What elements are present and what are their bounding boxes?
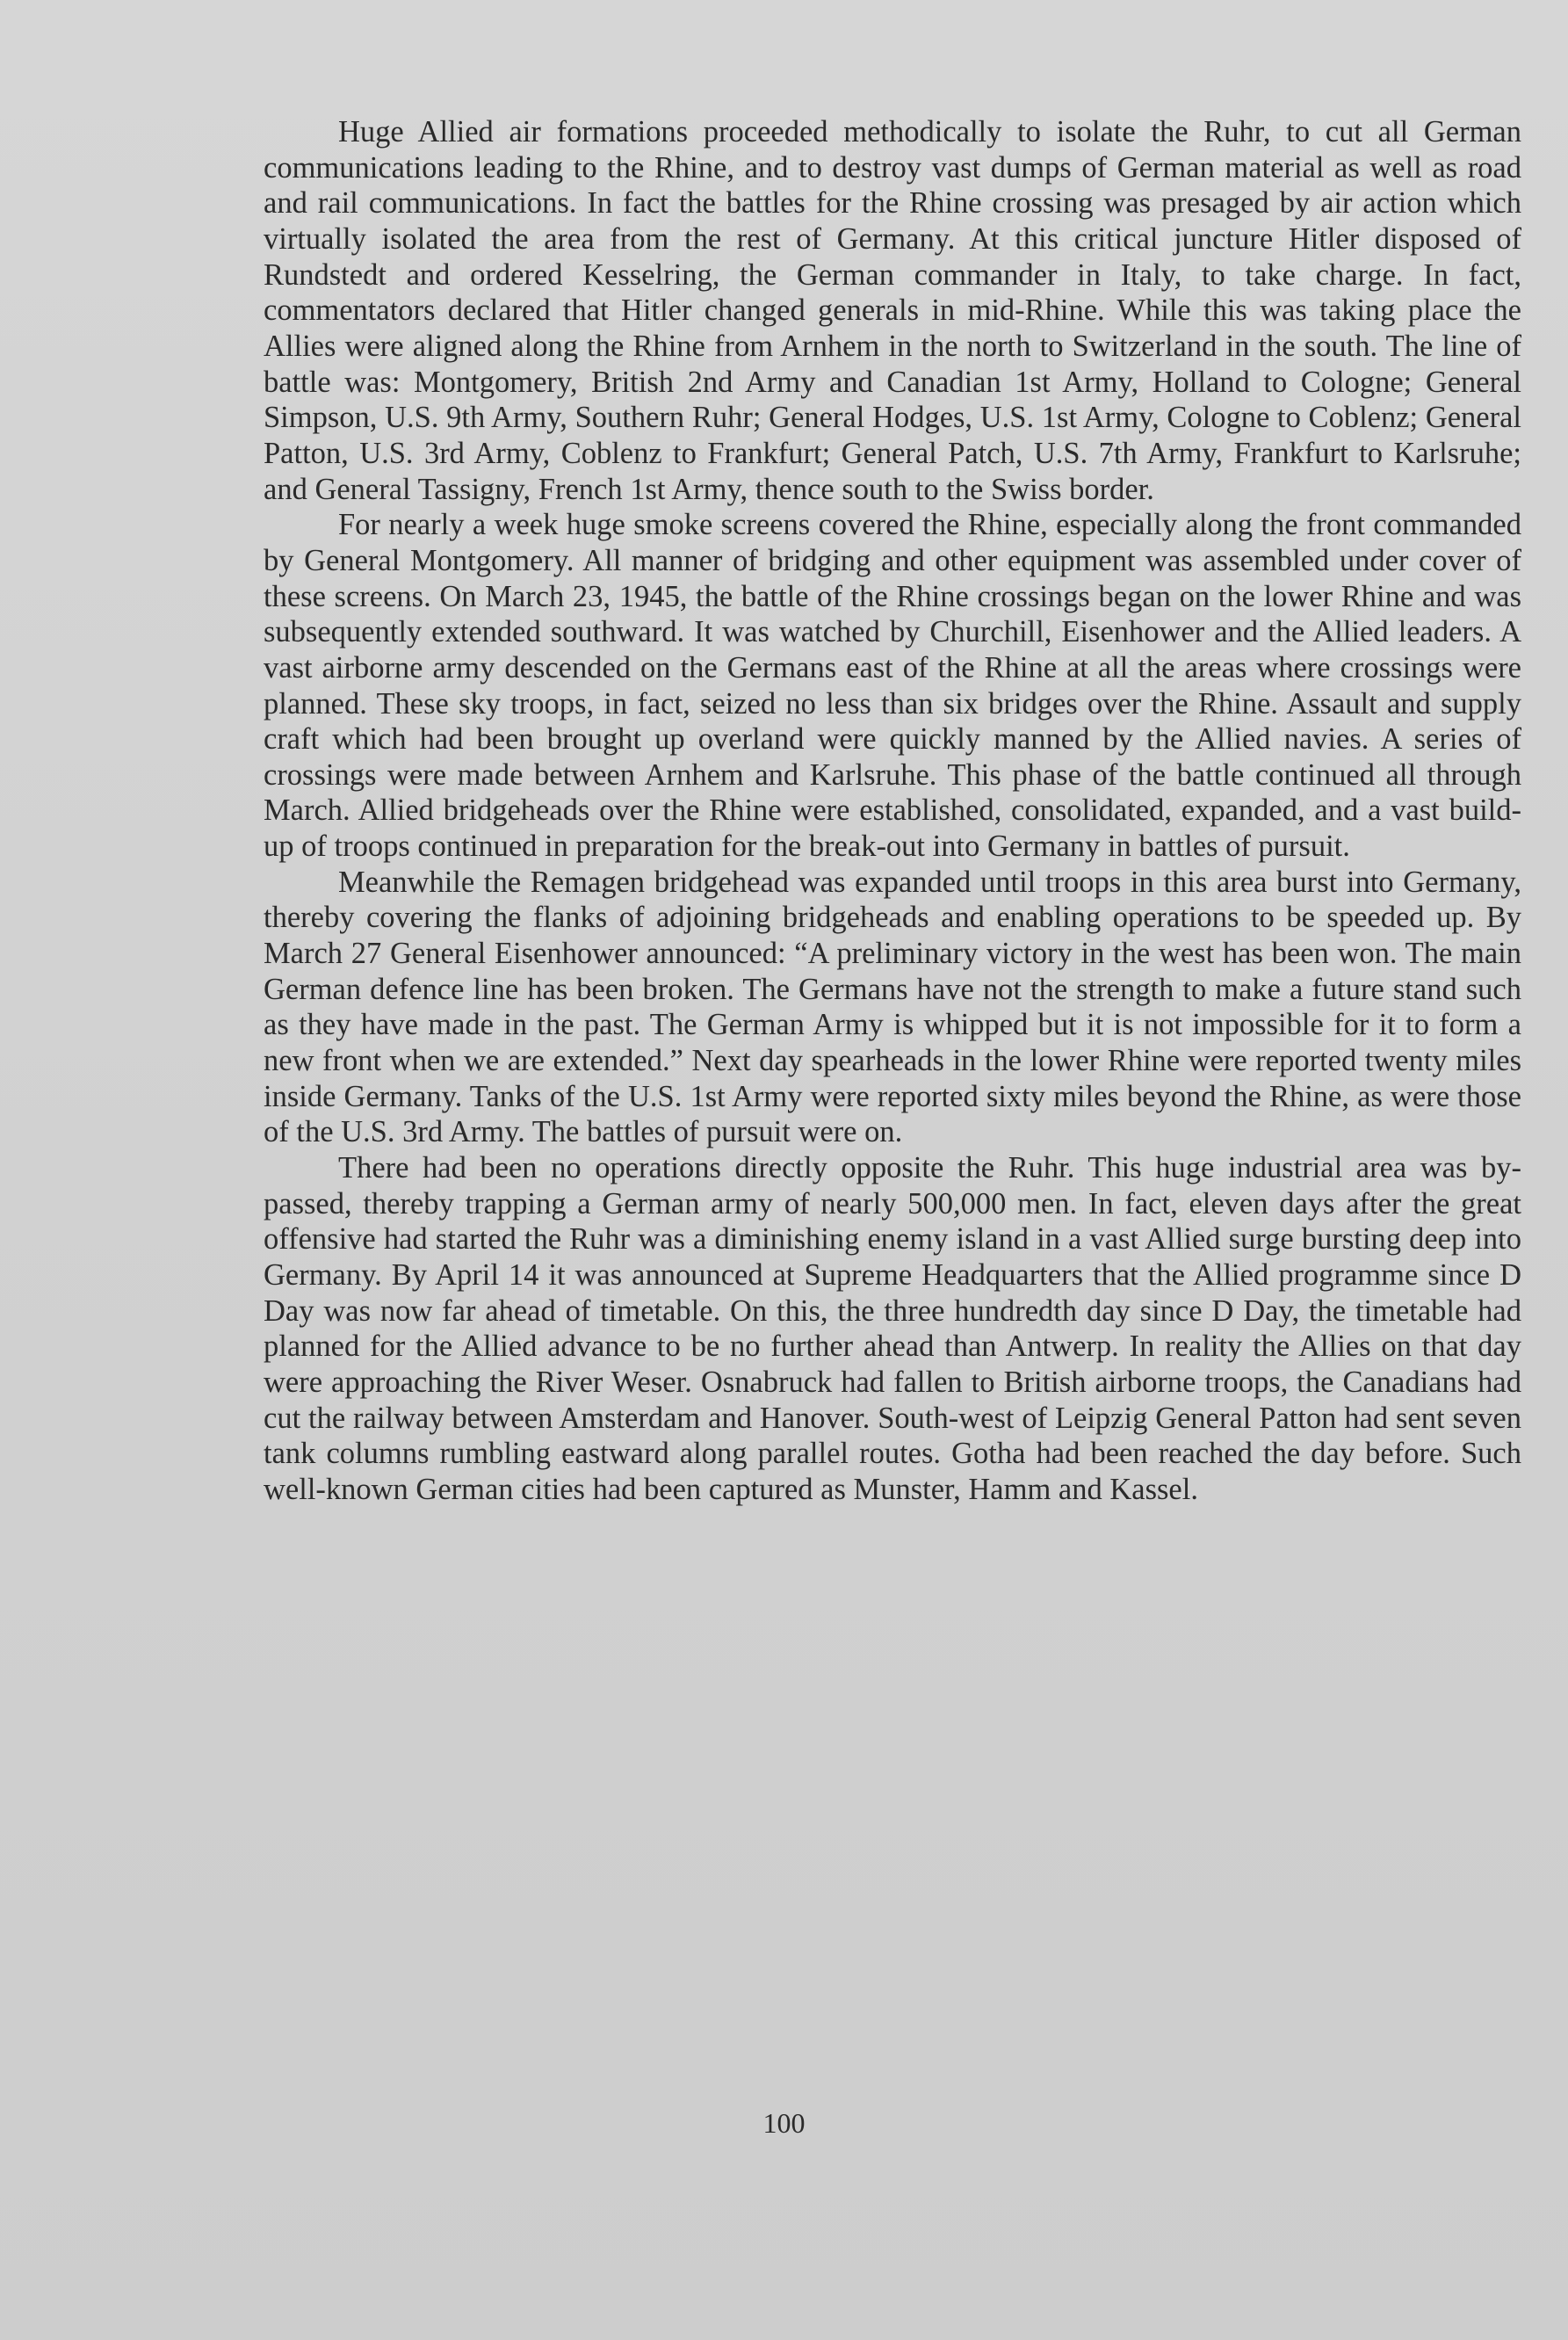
body-text: [264, 114, 1521, 1508]
paragraph-ruhr-bypassed: There had been no operations directly opposite the Ruhr. This huge industrial area was by-passed, thereby trapping a German army of nearly 500,000 men. In fact, eleven days after the great offensive had started the Ruhr was a diminishing enemy island in a vast Allied surge bursting deep into Germany. By April 14 it was announced at Supreme Headquarters that the Allied programme since D Day was now far ahead of timetable. On this, the three hundredth day since D Day, the timetable had planned for the Allied advance to be no further ahead than Antwerp. In reality the Allies on that day were approaching the River Weser. Osnabruck had fallen to British airborne troops, the Canadians had cut the railway between Amsterdam and Hanover. South-west of Leipzig General Patton had sent seven tank columns rumbling eastward along parallel routes. Gotha had been reached the day before. Such well-known German cities had been captured as Munster, Hamm and Kassel.: [264, 1151, 1521, 1506]
page-number: 100: [762, 2107, 806, 2139]
paragraph-remagen-bridgehead: Meanwhile the Remagen bridgehead was expanded until troops in this area burst into Germany, thereby covering the flanks of adjoining bridgeheads and enabling operations to be speeded up. By March 27 General Eisenhower announced: “A preliminary victory in the west has been won. The main German defence line has been broken. The Germans have not the strength to make a future stand such as they have made in the past. The German Army is whipped but it is not impossible for it to form a new front when we are extended.” Next day spearheads in the lower Rhine were reported twenty miles inside Germany. Tanks of the U.S. 1st Army were reported sixty miles beyond the Rhine, as were those of the U.S. 3rd Army. The battles of pursuit were on.: [264, 865, 1521, 1149]
paragraph-air-formations: Huge Allied air formations proceeded methodically to isolate the Ruhr, to cut all German communications leading to the Rhine, and to destroy vast dumps of German material as well as road and rail communications. In fact the battles for the Rhine crossing was presaged by air action which virtually isolated the area from the rest of Germany. At this critical juncture Hitler disposed of Rundstedt and ordered Kesselring, the German commander in Italy, to take charge. In fact, commentators declared that Hitler changed generals in mid-Rhine. While this was taking place the Allies were aligned along the Rhine from Arnhem in the north to Switzerland in the south. The line of battle was: Montgomery, British 2nd Army and Canadian 1st Army, Holland to Cologne; General Simpson, U.S. 9th Army, Southern Ruhr; General Hodges, U.S. 1st Army, Cologne to Coblenz; General Patton, U.S. 3rd Army, Coblenz to Frankfurt; General Patch, U.S. 7th Army, Frankfurt to Karlsruhe; and General Tassigny, French 1st Army, thence south to the Swiss border.: [264, 115, 1521, 506]
paragraph-rhine-crossings: For nearly a week huge smoke screens covered the Rhine, especially along the front commanded by General Montgomery. All manner of bridging and other equipment was assembled under cover of these screens. On March 23, 1945, the battle of the Rhine crossings began on the lower Rhine and was subsequently extended southward. It was watched by Churchill, Eisenhower and the Allied leaders. A vast airborne army descended on the Germans east of the Rhine at all the areas where crossings were planned. These sky troops, in fact, seized no less than six bridges over the Rhine. Assault and supply craft which had been brought up overland were quickly manned by the Allied navies. A series of crossings were made between Arnhem and Karlsruhe. This phase of the battle continued all through March. Allied bridgeheads over the Rhine were established, consolidated, expanded, and a vast build-up of troops continued in preparation for the break-out into Germany in battles of pursuit.: [264, 508, 1521, 864]
